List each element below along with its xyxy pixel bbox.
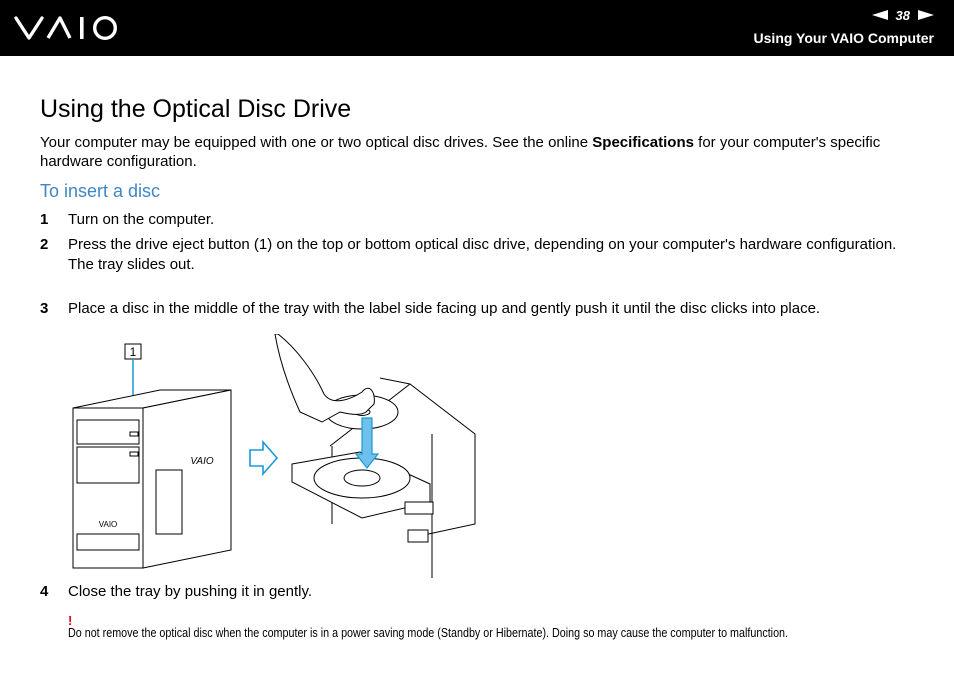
step-2 bbox=[40, 235, 918, 274]
procedure-heading: To insert a disc bbox=[40, 181, 161, 201]
specifications-emphasis: Specifications bbox=[592, 134, 694, 151]
step-1 bbox=[40, 210, 918, 230]
step-3 bbox=[40, 299, 918, 319]
step-text-line: Press the drive eject button (1) on the top or bottom optical disc drive, depending on your computer's hardware configuration. bbox=[68, 236, 897, 253]
callout-label: 1 bbox=[129, 345, 137, 359]
page-header bbox=[0, 0, 954, 56]
case-logo: VAIO bbox=[190, 456, 214, 467]
step-number: 3 bbox=[40, 300, 49, 317]
step-text-line: The tray slides out. bbox=[68, 255, 195, 273]
front-logo: VAIO bbox=[98, 520, 118, 529]
step-number: 1 bbox=[40, 211, 49, 228]
step-text: Turn on the computer. bbox=[68, 211, 215, 228]
section-title: Using Your VAIO Computer bbox=[753, 30, 934, 46]
page-number: 38 bbox=[895, 7, 910, 23]
warning-mark-icon: ! bbox=[68, 613, 73, 628]
page-title: Using the Optical Disc Drive bbox=[40, 95, 352, 123]
warning-note: Do not remove the optical disc when the computer is in a power saving mode (Standby or Hibernate). Doing so may cause the computer to malfunction. bbox=[68, 626, 789, 640]
disc-insert-closeup bbox=[275, 334, 475, 578]
step-number: 2 bbox=[40, 236, 49, 253]
previous-page-arrow-icon[interactable] bbox=[872, 10, 888, 20]
tower-computer-icon bbox=[73, 390, 231, 568]
vaio-logo bbox=[14, 14, 120, 42]
intro-paragraph bbox=[40, 133, 920, 171]
right-arrow-icon bbox=[250, 442, 277, 474]
intro-text: Your computer may be equipped with one or two optical disc drives. See the online bbox=[40, 134, 593, 151]
intro-text-end: for your computer's specific hardware configuration. bbox=[40, 134, 881, 170]
step-4 bbox=[40, 582, 918, 602]
step-text bbox=[68, 235, 918, 274]
optical-drive-illustration bbox=[70, 334, 480, 578]
next-page-arrow-icon[interactable] bbox=[918, 10, 934, 20]
page-navigation bbox=[872, 6, 934, 24]
step-number: 4 bbox=[40, 583, 49, 600]
step-text: Close the tray by pushing it in gently. bbox=[68, 583, 313, 600]
step-text: Place a disc in the middle of the tray with the label side facing up and gently push it until the disc clicks into place. bbox=[68, 300, 821, 317]
